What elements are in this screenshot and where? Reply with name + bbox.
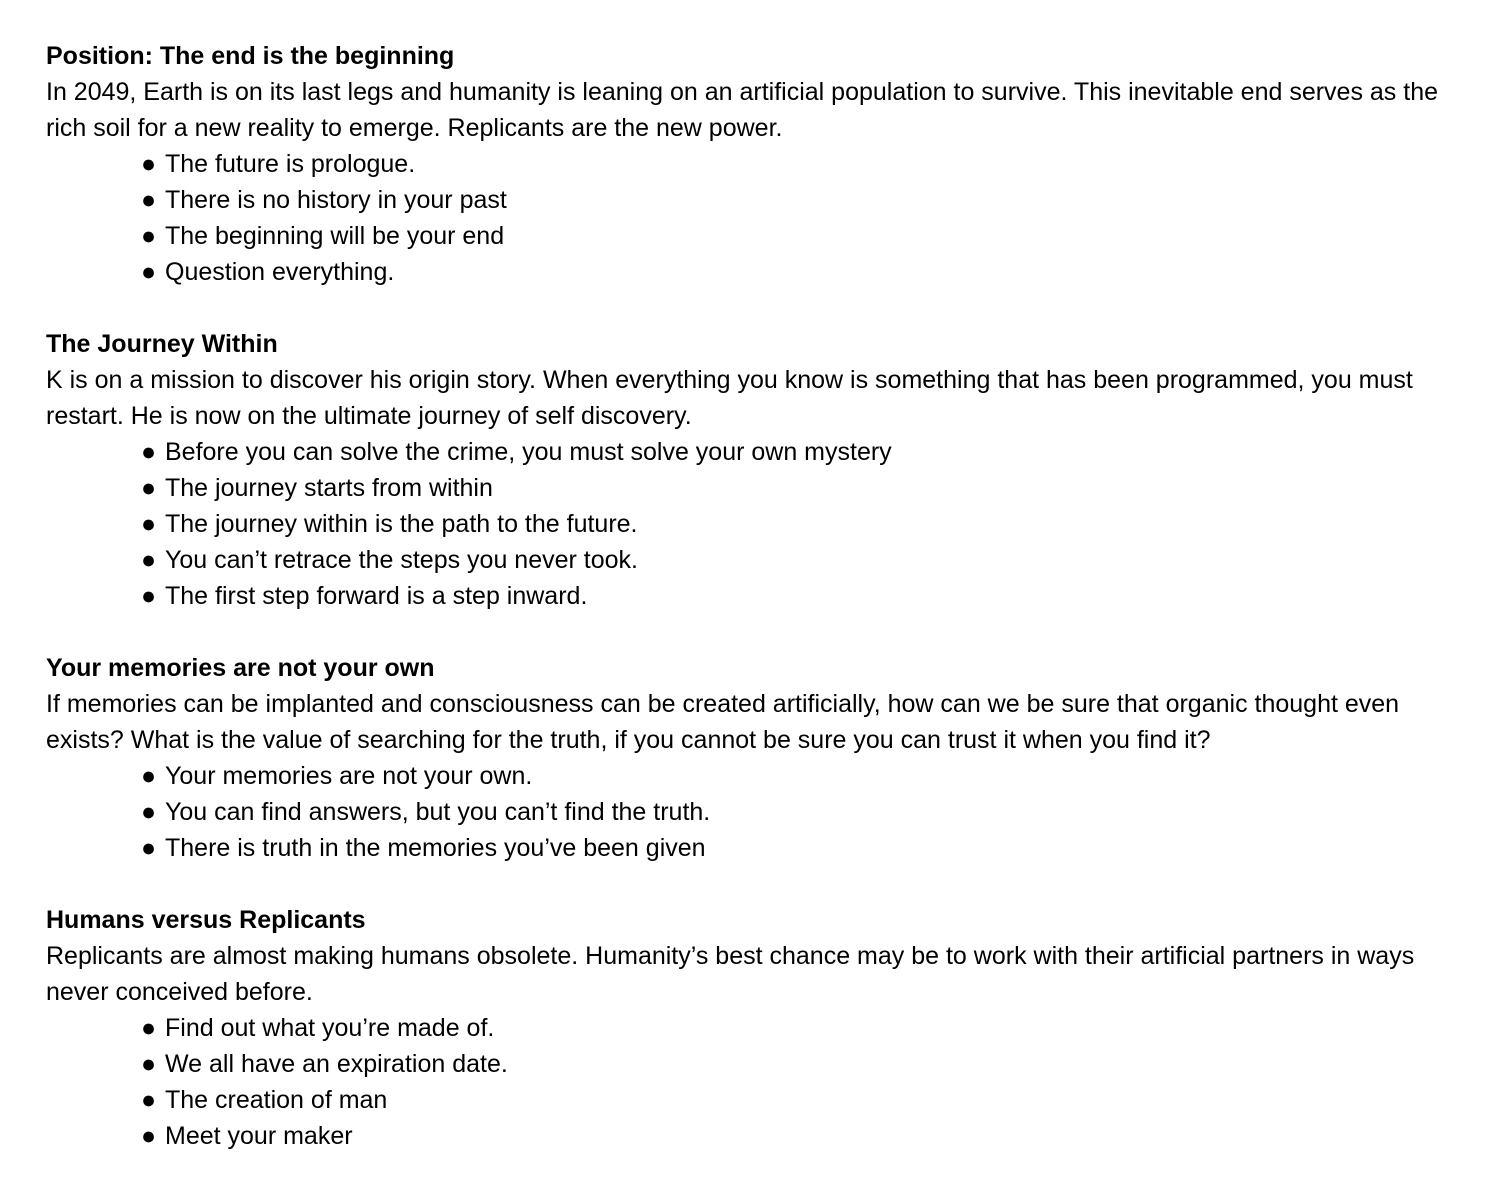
bullet-text: Question everything. (165, 258, 395, 286)
section-title: Your memories are not your own (46, 654, 435, 682)
bullet-list (46, 434, 1466, 614)
section-journey-within (46, 326, 1466, 614)
section-body: If memories can be implanted and consciousness can be created artificially, how can we be sure that organic thought even exists? What is the value of searching for the truth, if you cannot be sure you can trust it when you find it? (46, 690, 1400, 754)
bullet-item (141, 758, 1466, 794)
section-body: Replicants are almost making humans obsolete. Humanity’s best chance may be to work with their artificial partners in ways never conceived before. (46, 942, 1415, 1006)
bullet-item (141, 254, 1466, 290)
bullet-list (46, 1010, 1466, 1154)
bullet-list (46, 758, 1466, 866)
bullet-item (141, 1046, 1466, 1082)
bullet-item (141, 506, 1466, 542)
bullet-icon: ● (141, 762, 157, 790)
bullet-text: You can’t retrace the steps you never took. (165, 546, 638, 574)
bullet-text: There is truth in the memories you’ve been given (165, 834, 706, 862)
bullet-item (141, 1118, 1466, 1154)
bullet-icon: ● (141, 582, 157, 610)
section-title: Position: The end is the beginning (46, 42, 455, 70)
bullet-icon: ● (141, 1122, 157, 1150)
bullet-text: Your memories are not your own. (165, 762, 533, 790)
bullet-text: The future is prologue. (165, 150, 416, 178)
bullet-text: Find out what you’re made of. (165, 1014, 495, 1042)
bullet-text: The creation of man (165, 1086, 388, 1114)
bullet-item (141, 578, 1466, 614)
bullet-item (141, 182, 1466, 218)
bullet-icon: ● (141, 510, 157, 538)
section-title: Humans versus Replicants (46, 906, 366, 934)
bullet-text: The journey within is the path to the future. (165, 510, 638, 538)
bullet-item (141, 146, 1466, 182)
bullet-text: We all have an expiration date. (165, 1050, 508, 1078)
bullet-icon: ● (141, 438, 157, 466)
bullet-icon: ● (141, 1050, 157, 1078)
bullet-text: There is no history in your past (165, 186, 507, 214)
bullet-icon: ● (141, 546, 157, 574)
bullet-icon: ● (141, 258, 157, 286)
bullet-list (46, 146, 1466, 290)
section-humans-vs-replicants (46, 902, 1466, 1154)
bullet-icon: ● (141, 834, 157, 862)
section-title: The Journey Within (46, 330, 278, 358)
bullet-item (141, 218, 1466, 254)
bullet-text: Meet your maker (165, 1122, 353, 1150)
bullet-icon: ● (141, 1086, 157, 1114)
bullet-item (141, 830, 1466, 866)
bullet-item (141, 794, 1466, 830)
bullet-item (141, 434, 1466, 470)
bullet-item (141, 542, 1466, 578)
bullet-icon: ● (141, 186, 157, 214)
bullet-icon: ● (141, 798, 157, 826)
document (46, 38, 1466, 1190)
bullet-icon: ● (141, 474, 157, 502)
section-body: In 2049, Earth is on its last legs and humanity is leaning on an artificial population to survive. This inevitable end serves as the rich soil for a new reality to emerge. Replicants are the new power. (46, 78, 1439, 142)
section-position (46, 38, 1466, 290)
bullet-icon: ● (141, 1014, 157, 1042)
bullet-item (141, 1010, 1466, 1046)
section-memories (46, 650, 1466, 866)
bullet-item (141, 1082, 1466, 1118)
bullet-item (141, 470, 1466, 506)
bullet-text: You can find answers, but you can’t find the truth. (165, 798, 711, 826)
bullet-icon: ● (141, 222, 157, 250)
bullet-icon: ● (141, 150, 157, 178)
bullet-text: The journey starts from within (165, 474, 493, 502)
bullet-text: The first step forward is a step inward. (165, 582, 588, 610)
bullet-text: Before you can solve the crime, you must solve your own mystery (165, 438, 892, 466)
section-body: K is on a mission to discover his origin story. When everything you know is something that has been programmed, you must restart. He is now on the ultimate journey of self discovery. (46, 366, 1413, 430)
bullet-text: The beginning will be your end (165, 222, 505, 250)
